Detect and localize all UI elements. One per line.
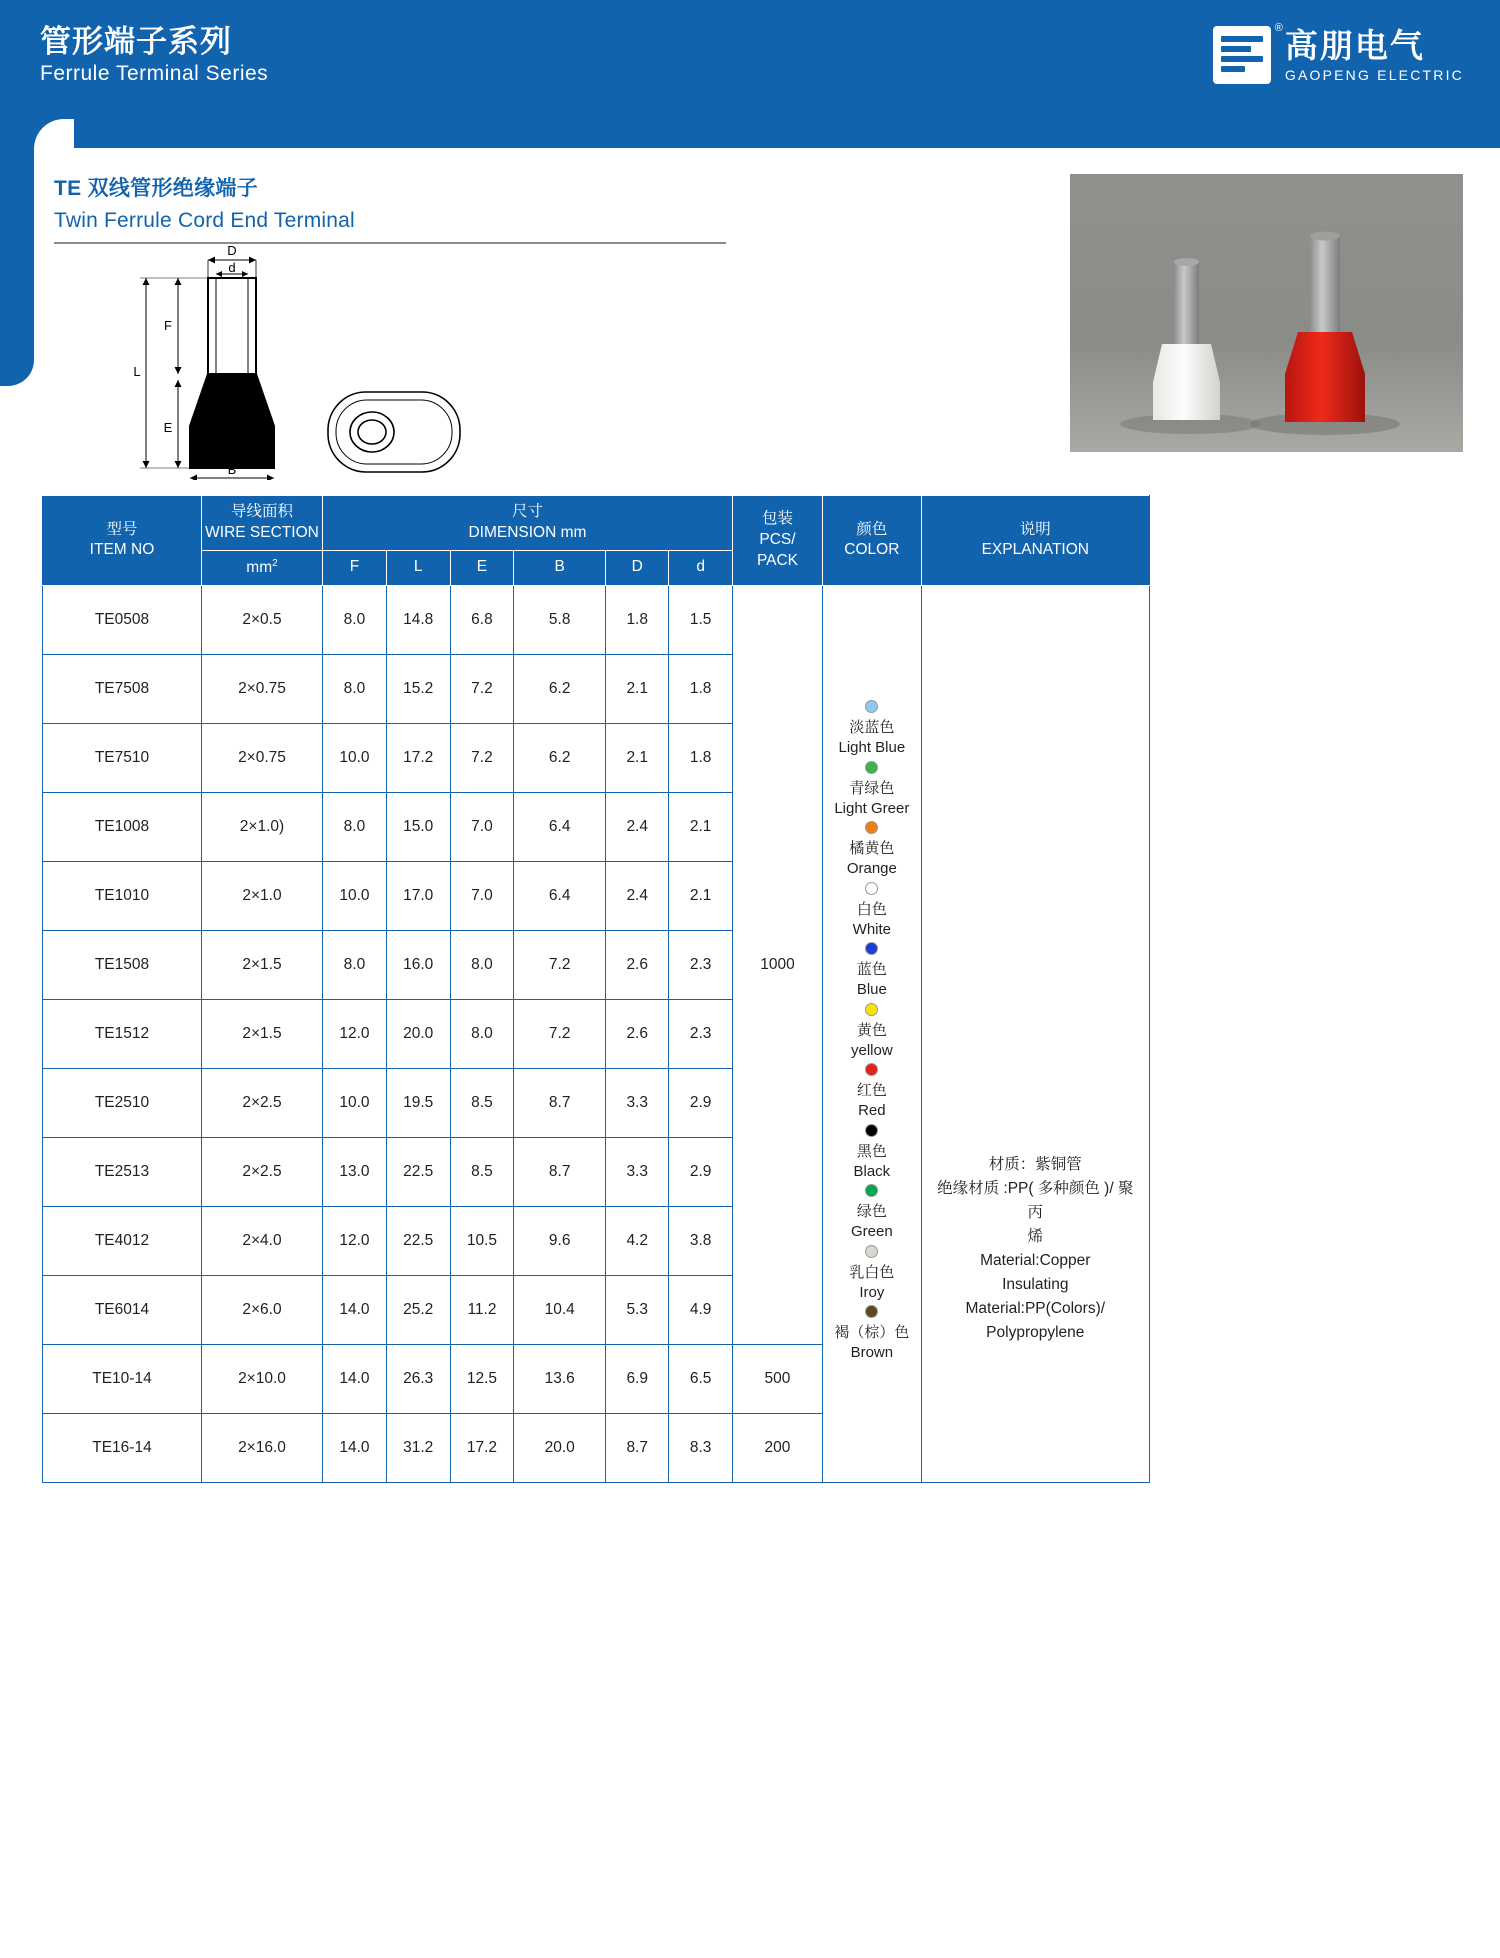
cell-dim-E: 8.0	[450, 999, 514, 1068]
cell-dim-L: 17.0	[386, 861, 450, 930]
cell-dim-F: 14.0	[323, 1275, 387, 1344]
th-dimension-zh: 尺寸	[511, 503, 543, 520]
cell-pack-qty: 200	[732, 1413, 822, 1482]
color-item	[825, 942, 918, 1001]
brand-name-zh: 高朋电气	[1284, 26, 1425, 64]
cell-dim-d: 2.3	[669, 999, 732, 1068]
cell-wire-section: 2×6.0	[201, 1275, 322, 1344]
th-pack-zh: 包装	[761, 510, 793, 528]
color-swatch-icon	[865, 882, 878, 895]
th-section-unit	[201, 550, 322, 585]
th-dim-F: F	[323, 550, 387, 585]
explanation-line: Insulating	[1002, 1275, 1069, 1293]
color-item	[825, 821, 918, 880]
th-dim-E: E	[450, 550, 514, 585]
cell-wire-section: 2×0.5	[201, 585, 322, 654]
cell-dim-d: 8.3	[669, 1413, 732, 1482]
color-item	[825, 1063, 918, 1122]
color-name-en: Brown	[850, 1344, 894, 1362]
cell-dim-E: 12.5	[450, 1344, 514, 1413]
color-name-en: Blue	[856, 981, 887, 999]
th-dim-L: L	[386, 550, 450, 585]
cell-dim-d: 2.9	[669, 1137, 732, 1206]
label-d: d	[228, 260, 236, 275]
cell-dim-D: 2.1	[606, 723, 669, 792]
cell-wire-section: 2×1.5	[201, 930, 322, 999]
cell-dim-F: 10.0	[323, 723, 387, 792]
cell-dim-E: 7.2	[450, 654, 514, 723]
section-title-zh: TE 双线管形绝缘端子	[54, 177, 258, 200]
color-name-en: Green	[850, 1223, 893, 1241]
cell-wire-section: 2×4.0	[201, 1206, 322, 1275]
explanation-line: Polypropylene	[986, 1323, 1085, 1341]
cell-dim-D: 3.3	[606, 1068, 669, 1137]
cell-dim-d: 1.5	[669, 585, 732, 654]
color-item	[825, 1003, 918, 1062]
cell-dim-B: 9.6	[514, 1206, 606, 1275]
cell-dim-L: 15.0	[386, 792, 450, 861]
cell-item-no: TE16-14	[43, 1413, 202, 1482]
cell-dim-L: 16.0	[386, 930, 450, 999]
th-dimension	[323, 496, 733, 551]
cell-dim-F: 10.0	[323, 1068, 387, 1137]
cell-dim-D: 2.6	[606, 930, 669, 999]
cell-dim-F: 8.0	[323, 792, 387, 861]
technical-drawing	[120, 240, 550, 480]
color-swatch-icon	[865, 1003, 878, 1016]
cell-dim-F: 14.0	[323, 1344, 387, 1413]
cell-dim-L: 15.2	[386, 654, 450, 723]
cell-dim-E: 17.2	[450, 1413, 514, 1482]
cell-dim-L: 26.3	[386, 1344, 450, 1413]
label-E: E	[163, 420, 173, 435]
cell-dim-D: 3.3	[606, 1137, 669, 1206]
th-pack-en2: PACK	[756, 551, 799, 569]
cell-dim-E: 7.2	[450, 723, 514, 792]
color-name-zh: 蓝色	[856, 961, 887, 979]
th-color-en: COLOR	[844, 541, 900, 559]
cell-dim-B: 6.2	[514, 654, 606, 723]
cell-item-no: TE4012	[43, 1206, 202, 1275]
product-photo	[1070, 174, 1463, 452]
cell-wire-section: 2×16.0	[201, 1413, 322, 1482]
color-item	[825, 1124, 918, 1183]
color-swatch-icon	[865, 1063, 878, 1076]
label-D: D	[227, 243, 237, 258]
twin-ferrule-photo	[1070, 174, 1463, 452]
cell-wire-section: 2×2.5	[201, 1137, 322, 1206]
cell-dim-L: 19.5	[386, 1068, 450, 1137]
specification-table	[42, 495, 1150, 1483]
label-F: F	[164, 318, 172, 333]
cell-dim-D: 1.8	[606, 585, 669, 654]
cell-dim-D: 6.9	[606, 1344, 669, 1413]
cell-dim-D: 5.3	[606, 1275, 669, 1344]
color-name-en: Iroy	[859, 1283, 885, 1301]
th-dim-d: d	[669, 550, 732, 585]
color-name-zh: 褐（棕）色	[834, 1324, 910, 1342]
color-name-en: Black	[853, 1162, 891, 1180]
cell-dim-E: 10.5	[450, 1206, 514, 1275]
section-title-en: Twin Ferrule Cord End Terminal	[54, 209, 355, 232]
table-header-row-1	[43, 496, 1150, 551]
logo-mark-icon	[1213, 22, 1283, 84]
cell-item-no: TE1010	[43, 861, 202, 930]
cell-wire-section: 2×2.5	[201, 1068, 322, 1137]
cell-dim-F: 13.0	[323, 1137, 387, 1206]
cell-dim-F: 14.0	[323, 1413, 387, 1482]
cell-wire-section: 2×0.75	[201, 723, 322, 792]
cell-item-no: TE1008	[43, 792, 202, 861]
color-item	[825, 1184, 918, 1243]
cell-item-no: TE7510	[43, 723, 202, 792]
th-color-zh: 颜色	[856, 520, 888, 538]
cell-dim-D: 2.1	[606, 654, 669, 723]
cell-dim-E: 7.0	[450, 861, 514, 930]
cell-dim-D: 2.4	[606, 792, 669, 861]
color-swatch-icon	[865, 1245, 878, 1258]
cell-dim-L: 14.8	[386, 585, 450, 654]
color-name-zh: 淡蓝色	[849, 719, 895, 737]
cell-dim-L: 22.5	[386, 1206, 450, 1275]
table-head	[43, 496, 1150, 586]
brand-name-en: GAOPENG ELECTRIC	[1284, 66, 1464, 83]
cell-dim-F: 12.0	[323, 1206, 387, 1275]
explanation-line: 烯	[1027, 1227, 1044, 1245]
cell-dim-L: 31.2	[386, 1413, 450, 1482]
cell-dim-F: 8.0	[323, 930, 387, 999]
explanation-line: Material:Copper	[980, 1251, 1091, 1269]
cell-dim-D: 4.2	[606, 1206, 669, 1275]
th-wire-section-en: WIRE SECTION	[205, 523, 319, 541]
cell-item-no: TE6014	[43, 1275, 202, 1344]
registered-trademark-icon: ®	[1274, 22, 1283, 34]
cell-dim-L: 17.2	[386, 723, 450, 792]
cell-item-no: TE10-14	[43, 1344, 202, 1413]
color-swatch-icon	[865, 1305, 878, 1318]
cell-wire-section: 2×1.0)	[201, 792, 322, 861]
cell-dim-B: 20.0	[514, 1413, 606, 1482]
cell-dim-B: 8.7	[514, 1137, 606, 1206]
cell-dim-E: 6.8	[450, 585, 514, 654]
cell-dim-F: 10.0	[323, 861, 387, 930]
cell-explanation	[921, 585, 1149, 1482]
label-B: B	[227, 462, 237, 477]
th-pack-en1: PCS/	[759, 531, 796, 548]
color-item	[825, 882, 918, 941]
cell-dim-d: 3.8	[669, 1206, 732, 1275]
ferrule-dimension-diagram	[120, 240, 550, 480]
cell-dim-d: 1.8	[669, 654, 732, 723]
th-explanation	[921, 496, 1149, 586]
cell-dim-B: 10.4	[514, 1275, 606, 1344]
cell-dim-D: 2.4	[606, 861, 669, 930]
color-item	[825, 1305, 918, 1364]
color-name-en: Light Blue	[838, 739, 906, 757]
cell-wire-section: 2×10.0	[201, 1344, 322, 1413]
cell-dim-E: 7.0	[450, 792, 514, 861]
color-name-zh: 绿色	[856, 1203, 887, 1221]
cell-dim-F: 12.0	[323, 999, 387, 1068]
cell-dim-B: 8.7	[514, 1068, 606, 1137]
cell-pack-qty: 1000	[732, 585, 822, 1344]
cell-wire-section: 2×1.5	[201, 999, 322, 1068]
th-item-no-zh: 型号	[106, 520, 138, 538]
header-corner-notch	[34, 119, 74, 159]
cell-wire-section: 2×1.0	[201, 861, 322, 930]
color-swatch-icon	[865, 761, 878, 774]
color-name-zh: 橘黄色	[849, 840, 895, 858]
color-item	[825, 1245, 918, 1304]
explanation-line: 材质：紫铜管	[988, 1155, 1082, 1173]
color-name-zh: 青绿色	[849, 779, 895, 797]
th-dim-D: D	[606, 550, 669, 585]
cell-item-no: TE1508	[43, 930, 202, 999]
th-dimension-en: DIMENSION mm	[468, 523, 587, 541]
color-name-zh: 白色	[856, 900, 887, 918]
cell-dim-B: 13.6	[514, 1344, 606, 1413]
color-name-zh: 乳白色	[849, 1263, 895, 1281]
left-blue-rail	[0, 148, 34, 386]
page-header	[0, 0, 1500, 148]
cell-dim-B: 7.2	[514, 999, 606, 1068]
cell-dim-B: 5.8	[514, 585, 606, 654]
th-section-unit-sup: 2	[272, 557, 278, 569]
cell-item-no: TE2513	[43, 1137, 202, 1206]
cell-item-no: TE0508	[43, 585, 202, 654]
table-body	[43, 585, 1150, 1482]
cell-pack-qty: 500	[732, 1344, 822, 1413]
cell-dim-B: 6.4	[514, 792, 606, 861]
cell-dim-L: 25.2	[386, 1275, 450, 1344]
color-swatch-icon	[865, 821, 878, 834]
explanation-line: Material:PP(Colors)/	[965, 1299, 1106, 1317]
color-swatch-icon	[865, 700, 878, 713]
table-row	[43, 585, 1150, 654]
cell-item-no: TE1512	[43, 999, 202, 1068]
cell-dim-L: 22.5	[386, 1137, 450, 1206]
label-L: L	[133, 364, 141, 379]
th-pack	[732, 496, 822, 586]
th-item-no-en: ITEM NO	[89, 541, 155, 559]
cell-dim-E: 8.0	[450, 930, 514, 999]
cell-dim-F: 8.0	[323, 654, 387, 723]
th-explanation-en: EXPLANATION	[981, 541, 1089, 559]
cell-color-legend	[823, 585, 921, 1482]
color-name-en: White	[852, 920, 892, 938]
th-wire-section-zh: 导线面积	[230, 503, 293, 520]
cell-item-no: TE2510	[43, 1068, 202, 1137]
cell-dim-d: 2.1	[669, 792, 732, 861]
color-item	[825, 761, 918, 820]
cell-dim-B: 6.2	[514, 723, 606, 792]
color-name-zh: 红色	[856, 1082, 887, 1100]
cell-dim-d: 2.9	[669, 1068, 732, 1137]
cell-dim-d: 1.8	[669, 723, 732, 792]
section-heading	[54, 172, 934, 244]
cell-item-no: TE7508	[43, 654, 202, 723]
cell-dim-B: 7.2	[514, 930, 606, 999]
cell-dim-B: 6.4	[514, 861, 606, 930]
explanation-text	[932, 1153, 1139, 1345]
color-name-en: Light Greer	[834, 799, 910, 817]
cell-dim-d: 2.3	[669, 930, 732, 999]
th-wire-section	[201, 496, 322, 551]
color-swatch-icon	[865, 1124, 878, 1137]
color-name-en: Red	[858, 1102, 886, 1120]
cell-dim-F: 8.0	[323, 585, 387, 654]
th-color	[823, 496, 921, 586]
color-list	[825, 700, 918, 1366]
color-item	[825, 700, 918, 759]
brand-logo	[1213, 22, 1464, 84]
cell-dim-D: 8.7	[606, 1413, 669, 1482]
header-title-en: Ferrule Terminal Series	[40, 62, 269, 85]
cell-dim-E: 11.2	[450, 1275, 514, 1344]
cell-dim-E: 8.5	[450, 1137, 514, 1206]
header-title-zh: 管形端子系列	[40, 24, 232, 59]
cell-dim-d: 2.1	[669, 861, 732, 930]
th-explanation-zh: 说明	[1019, 520, 1051, 538]
cell-dim-D: 2.6	[606, 999, 669, 1068]
cell-dim-E: 8.5	[450, 1068, 514, 1137]
color-swatch-icon	[865, 1184, 878, 1197]
cell-dim-d: 6.5	[669, 1344, 732, 1413]
cell-wire-section: 2×0.75	[201, 654, 322, 723]
color-swatch-icon	[865, 942, 878, 955]
color-name-zh: 黑色	[856, 1142, 887, 1160]
cell-dim-L: 20.0	[386, 999, 450, 1068]
cell-dim-d: 4.9	[669, 1275, 732, 1344]
color-name-zh: 黄色	[856, 1021, 887, 1039]
explanation-line: 绝缘材质 :PP( 多种颜色 )/ 聚丙	[937, 1179, 1134, 1221]
color-name-en: yellow	[851, 1041, 893, 1059]
th-item-no	[43, 496, 202, 586]
th-section-unit-text: mm	[246, 559, 273, 576]
color-name-en: Orange	[846, 860, 897, 878]
th-dim-B: B	[514, 550, 606, 585]
